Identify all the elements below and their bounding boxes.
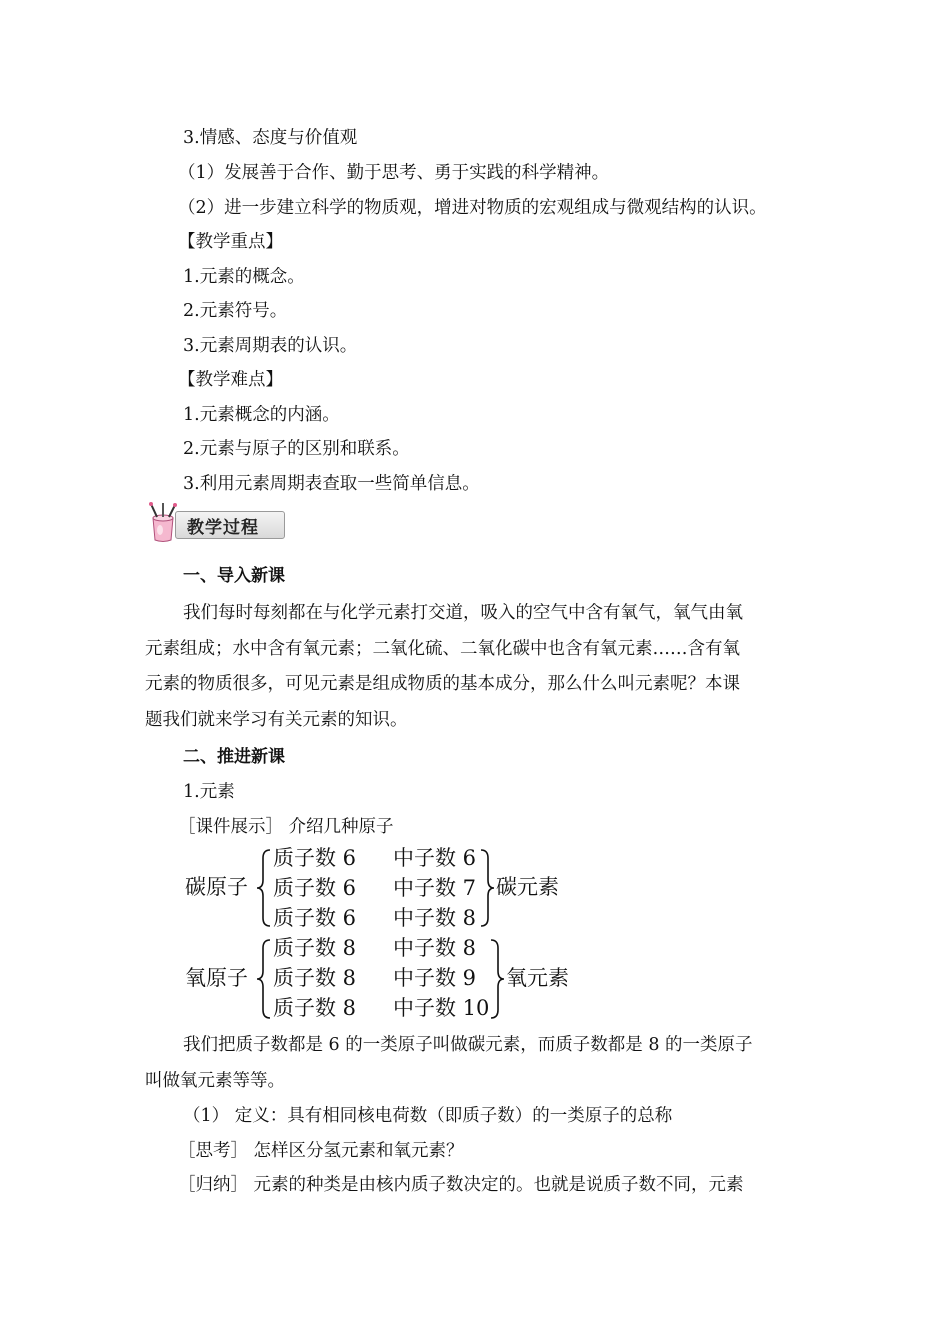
- think-line: ［思考］ 怎样区分氢元素和氧元素？: [178, 1141, 464, 1161]
- difficulties-heading: 【教学难点】: [178, 370, 283, 390]
- difficulty-item: 1.元素概念的内涵。: [183, 405, 340, 425]
- courseware-line: ［课件展示］ 介绍几种原子: [178, 817, 394, 837]
- carbon-neutrons: 中子数 7: [393, 876, 477, 900]
- key-point-item: 2.元素符号。: [183, 301, 288, 321]
- carbon-atom-label: 碳原子: [185, 875, 248, 899]
- section-heading-affect: 3.情感、态度与价值观: [183, 128, 358, 148]
- right-brace-icon: [488, 938, 506, 1020]
- oxygen-neutrons: 中子数 10: [393, 996, 490, 1020]
- oxygen-element-label: 氧元素: [506, 966, 569, 990]
- paragraph-line: 叫做氧元素等等。: [145, 1071, 285, 1091]
- carbon-neutrons: 中子数 6: [393, 846, 477, 870]
- carbon-protons: 质子数 6: [273, 906, 357, 930]
- paragraph-line: 元素的物质很多，可见元素是组成物质的基本成分，那么什么叫元素呢？本课: [145, 674, 740, 694]
- goal-item: （2）进一步建立科学的物质观，增进对物质的宏观组成与微观结构的认识。: [178, 198, 767, 218]
- carbon-protons: 质子数 6: [273, 846, 357, 870]
- advance-heading: 二、推进新课: [183, 747, 285, 767]
- oxygen-protons: 质子数 8: [273, 936, 357, 960]
- carbon-neutrons: 中子数 8: [393, 906, 477, 930]
- paragraph-line: 我们每时每刻都在与化学元素打交道，吸入的空气中含有氧气，氧气由氧: [183, 603, 743, 623]
- key-point-item: 3.元素周期表的认识。: [183, 336, 358, 356]
- intro-heading: 一、导入新课: [183, 566, 285, 586]
- carbon-element-label: 碳元素: [496, 875, 559, 899]
- paragraph-line: 元素组成；水中含有氧元素；二氧化硫、二氧化碳中也含有氧元素……含有氧: [145, 639, 740, 659]
- goal-item: （1）发展善于合作、勤于思考、勇于实践的科学精神。: [178, 163, 610, 183]
- carbon-protons: 质子数 6: [273, 876, 357, 900]
- oxygen-protons: 质子数 8: [273, 966, 357, 990]
- oxygen-neutrons: 中子数 9: [393, 966, 477, 990]
- oxygen-neutrons: 中子数 8: [393, 936, 477, 960]
- right-brace-icon: [478, 848, 496, 928]
- paragraph-line: 题我们就来学习有关元素的知识。: [145, 710, 408, 730]
- left-brace-icon: [255, 938, 273, 1020]
- definition-line: （1） 定义：具有相同核电荷数（即质子数）的一类原子的总称: [183, 1106, 673, 1126]
- teaching-process-banner: [143, 502, 285, 542]
- summary-line: ［归纳］ 元素的种类是由核内质子数决定的。也就是说质子数不同，元素: [178, 1175, 744, 1195]
- key-point-item: 1.元素的概念。: [183, 267, 305, 287]
- key-points-heading: 【教学重点】: [178, 232, 283, 252]
- subsection-title: 1.元素: [183, 782, 235, 802]
- difficulty-item: 2.元素与原子的区别和联系。: [183, 439, 410, 459]
- oxygen-protons: 质子数 8: [273, 996, 357, 1020]
- banner-label: 教学过程: [187, 518, 259, 538]
- left-brace-icon: [255, 848, 273, 928]
- paragraph-line: 我们把质子数都是 6 的一类原子叫做碳元素，而质子数都是 8 的一类原子: [183, 1035, 753, 1055]
- difficulty-item: 3.利用元素周期表查取一些简单信息。: [183, 474, 480, 494]
- oxygen-atom-label: 氧原子: [185, 966, 248, 990]
